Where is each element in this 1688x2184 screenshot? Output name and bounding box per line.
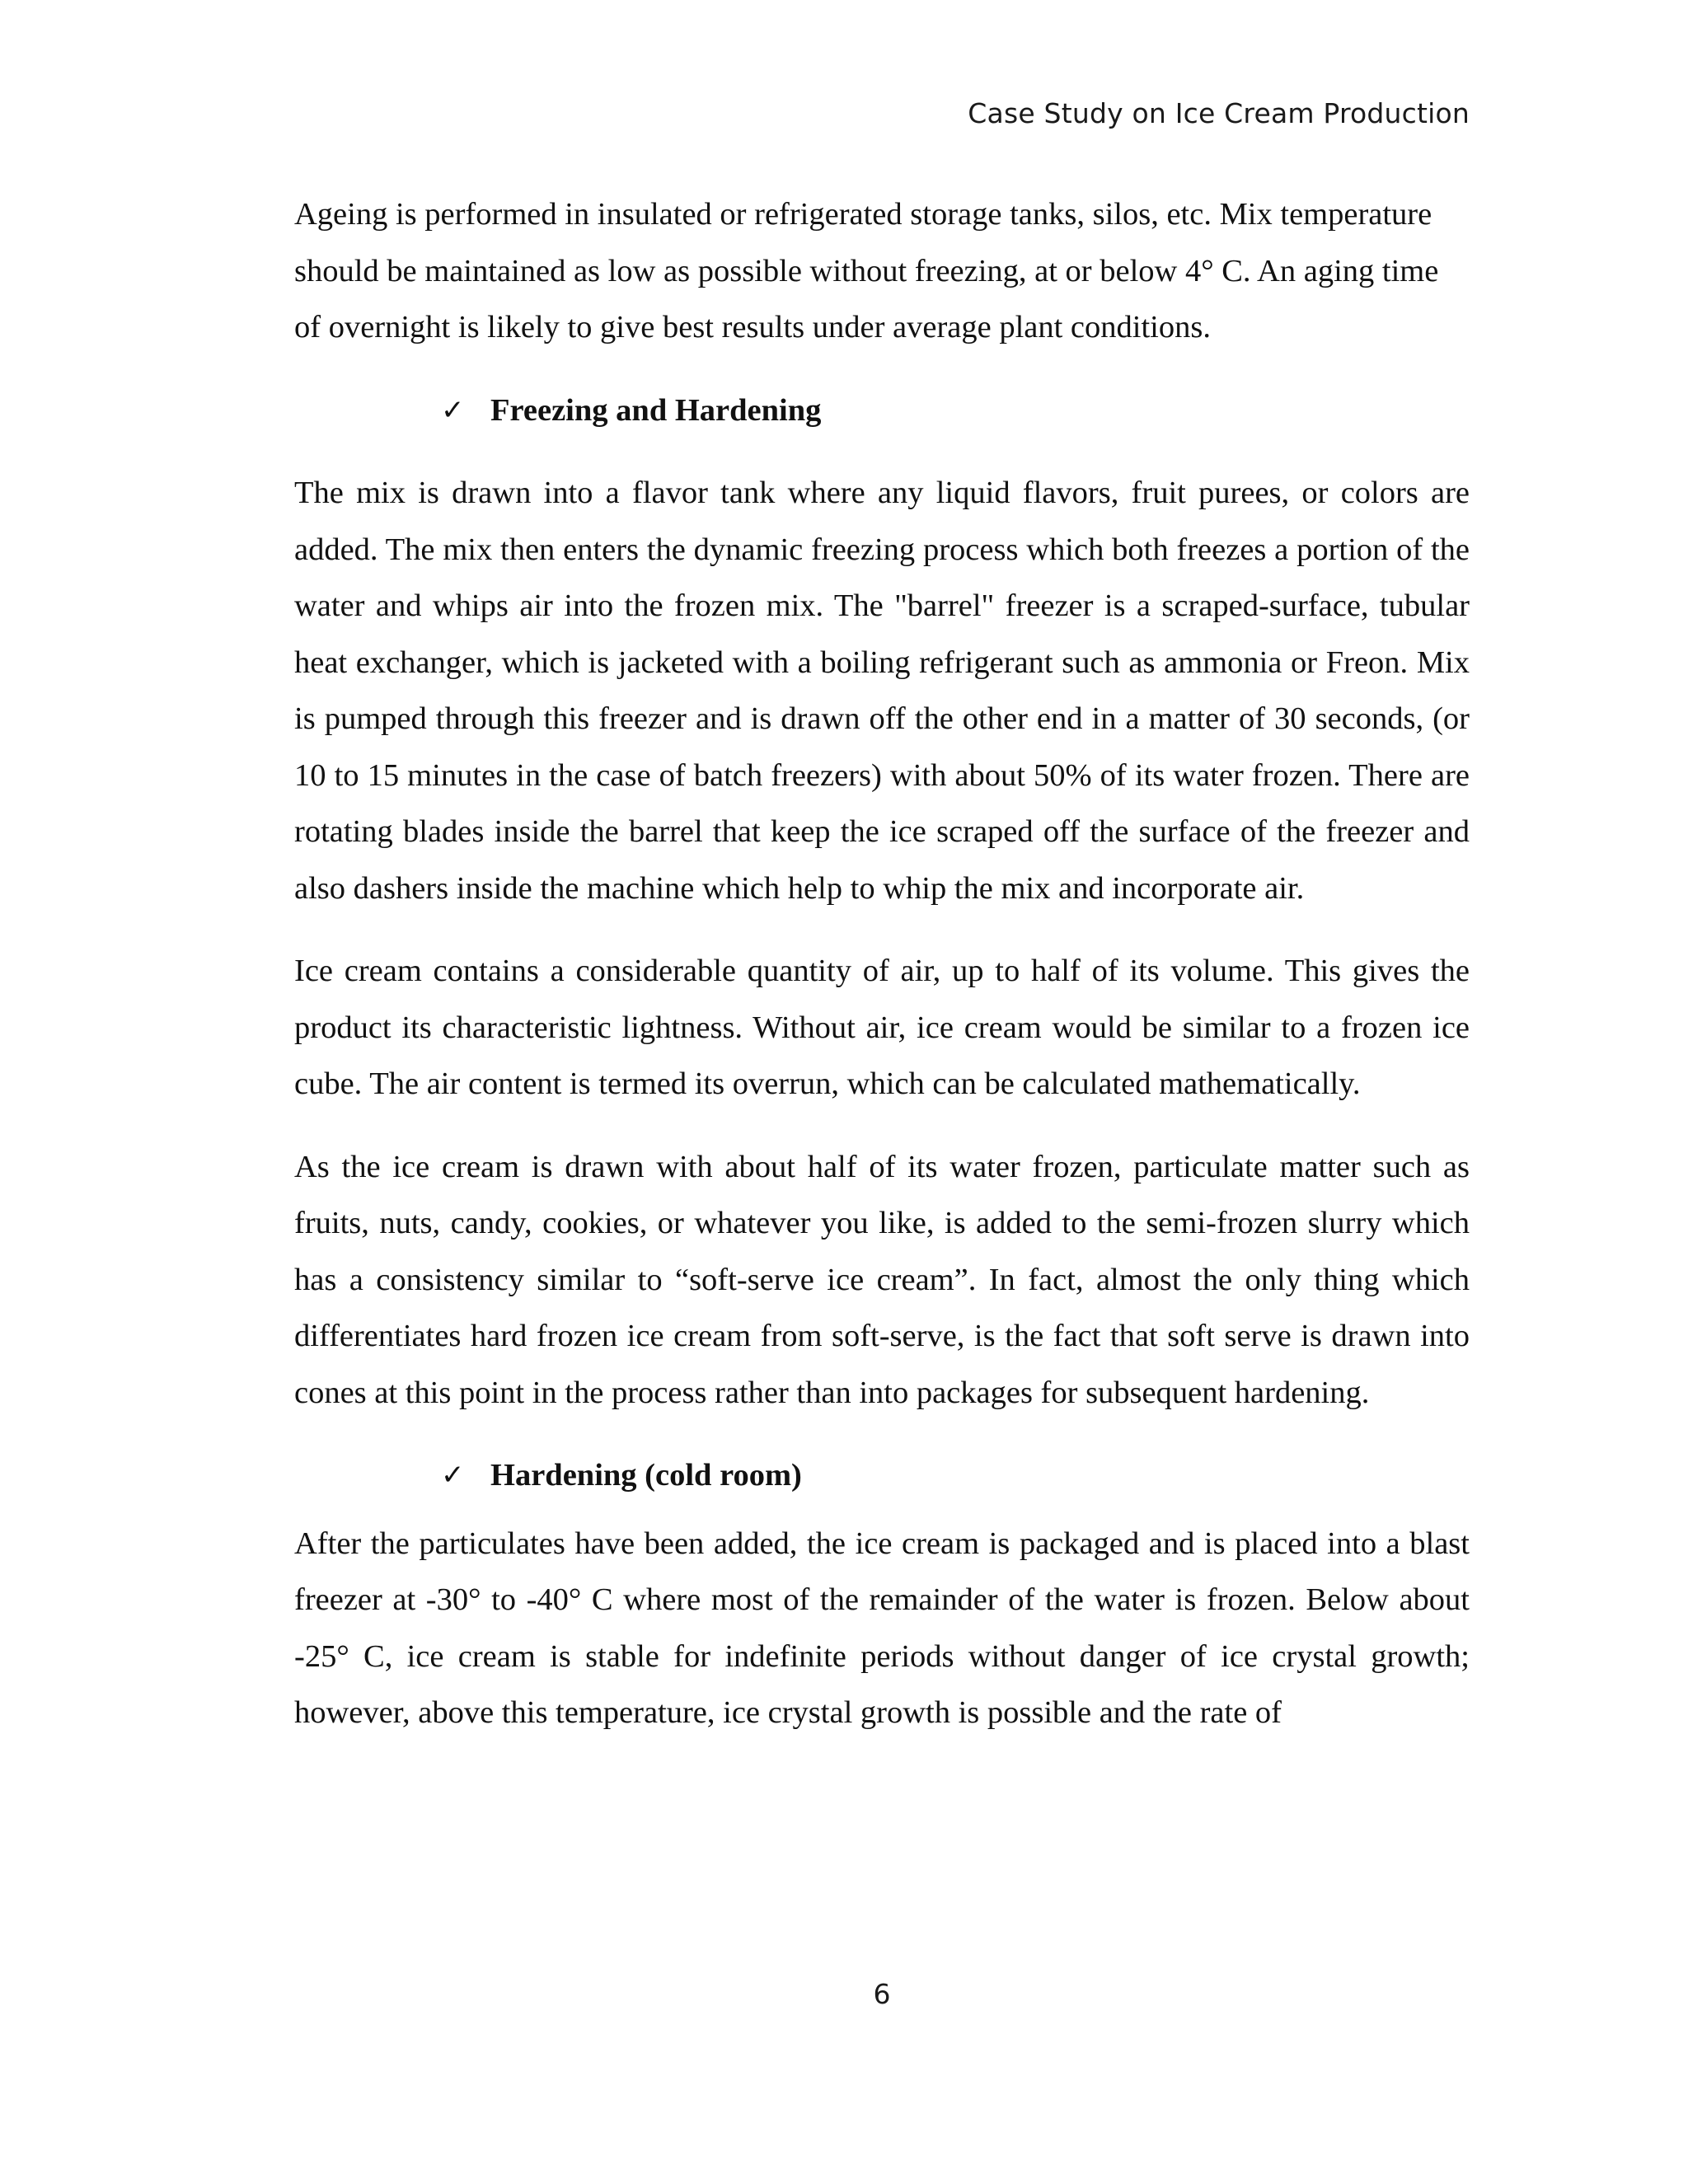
checkmark-icon: ✓ bbox=[441, 1459, 465, 1492]
paragraph-hardening: After the particulates have been added, the ice cream is packaged and is placed into a blast freezer at -30° to -40° C where most of the remainder of the water is frozen. Below about -25° C, ice cream is stable for indefinite periods without danger of ice crystal growth; however, above this temperature, ice crystal growth is possible and the rate of bbox=[294, 1526, 1470, 1730]
running-header: Case Study on Ice Cream Production bbox=[968, 97, 1470, 129]
body-text bbox=[294, 186, 1470, 1768]
paragraph-particulates: As the ice cream is drawn with about half of its water frozen, particulate matter such as fruits, nuts, candy, cookies, or whatever you like, is added to the semi-frozen slurry which has a consistency similar to “soft-serve ice cream”. In fact, almost the only thing which differentiates hard frozen ice cream from soft-serve, is the fact that soft serve is drawn into cones at this point in the process rather than into packages for subsequent hardening. bbox=[294, 1149, 1470, 1410]
section-heading-freezing-label: Freezing and Hardening bbox=[490, 392, 822, 428]
paragraph-air-content: Ice cream contains a considerable quantity of air, up to half of its volume. This gives the product its characteristic lightness. Without air, ice cream would be similar to a frozen ice cube. The air content is termed its overrun, which can be calculated mathematically. bbox=[294, 954, 1470, 1101]
page-number: 6 bbox=[873, 1978, 891, 2010]
paragraph-freezing-process: The mix is drawn into a flavor tank where any liquid flavors, fruit purees, or colors are added. The mix then enters the dynamic freezing process which both freezes a portion of the water and whips air into the frozen mix. The "barrel" freezer is a scraped-surface, tubular heat exchanger, which is jacketed with a boiling refrigerant such as ammonia or Freon. Mix is pumped through this freezer and is drawn off the other end in a matter of 30 seconds, (or 10 to 15 minutes in the case of batch freezers) with about 50% of its water frozen. There are rotating blades inside the barrel that keep the ice scraped off the surface of the freezer and also dashers inside the machine which help to whip the mix and incorporate air. bbox=[294, 476, 1470, 906]
section-heading-hardening-label: Hardening (cold room) bbox=[490, 1458, 802, 1493]
section-heading-hardening bbox=[294, 1447, 1470, 1504]
checkmark-icon: ✓ bbox=[441, 393, 465, 427]
paragraph-ageing: Ageing is performed in insulated or refrigerated storage tanks, silos, etc. Mix temperature should be maintained as low as possible without freezing, at or below 4° C. An aging time of overnight is likely to give best results under average plant conditions. bbox=[294, 197, 1439, 344]
section-heading-freezing bbox=[294, 382, 1470, 439]
